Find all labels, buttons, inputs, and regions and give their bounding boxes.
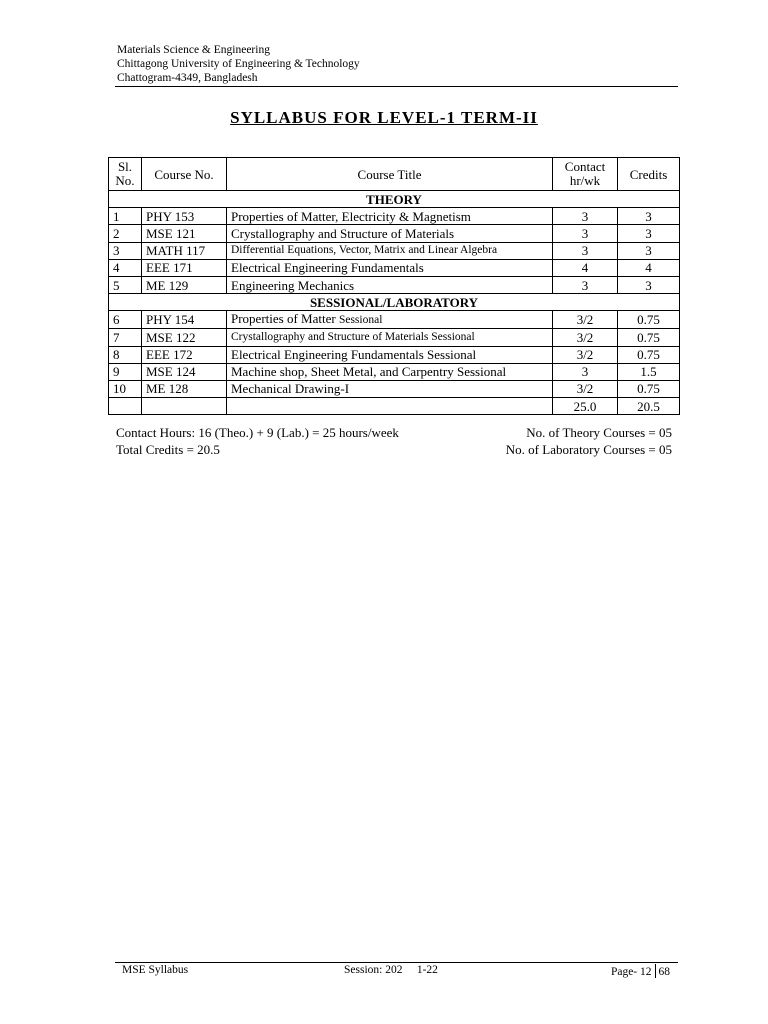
cell-contact: 3/2	[553, 346, 618, 363]
summary	[116, 425, 672, 458]
theory-courses-count: No. of Theory Courses = 05	[526, 425, 672, 440]
header-divider	[115, 86, 678, 87]
cell-course-no: MSE 124	[142, 363, 227, 380]
cell-contact: 3/2	[553, 380, 618, 397]
contact-hours-text: Contact Hours: 16 (Theo.) + 9 (Lab.) = 25 hours/week	[116, 425, 399, 440]
cell-credits: 0.75	[618, 346, 680, 363]
col-header-contact: Contact hr/wk	[553, 158, 618, 191]
cell-course-title: Crystallography and Structure of Materials	[227, 225, 553, 242]
page-title: SYLLABUS FOR LEVEL-1 TERM-II	[230, 108, 538, 127]
cell-contact: 3	[553, 208, 618, 225]
cell-course-no: EEE 171	[142, 259, 227, 276]
page-label: Page- 12	[610, 966, 652, 978]
cell-course-title: Mechanical Drawing-I	[227, 380, 553, 397]
university-address: Chattogram-4349, Bangladesh	[117, 72, 258, 84]
cell-credits: 3	[618, 225, 680, 242]
course-title-suffix: Sessional	[338, 314, 383, 327]
table-row	[109, 346, 680, 363]
cell-sl: 10	[109, 380, 142, 397]
summary-row	[116, 442, 672, 459]
cell-empty	[227, 398, 553, 415]
cell-course-no: MSE 121	[142, 225, 227, 242]
document-header	[117, 43, 677, 85]
footer-doc-name: MSE Syllabus	[122, 964, 189, 976]
cell-contact: 3/2	[553, 311, 618, 329]
page-separator	[655, 964, 656, 978]
summary-row	[116, 425, 672, 442]
cell-credits: 4	[618, 259, 680, 276]
footer-session: Session: 202 1-22	[344, 964, 438, 976]
cell-sl: 3	[109, 242, 142, 259]
course-title-main: Properties of Matter	[231, 311, 336, 327]
cell-course-title: Differential Equations, Vector, Matrix and Linear Algebra	[227, 242, 553, 259]
cell-course-title: Crystallography and Structure of Materials Sessional	[227, 329, 553, 346]
table-row	[109, 276, 680, 293]
table-row	[109, 225, 680, 242]
cell-course-title: Properties of Matter, Electricity & Magnetism	[227, 208, 553, 225]
col-header-course-no: Course No.	[142, 158, 227, 191]
cell-contact: 3	[553, 225, 618, 242]
cell-sl: 5	[109, 276, 142, 293]
table-row	[109, 259, 680, 276]
cell-credits: 3	[618, 208, 680, 225]
section-label-theory: THEORY	[109, 191, 680, 208]
page-total: 68	[658, 966, 670, 978]
cell-sl: 1	[109, 208, 142, 225]
cell-sl: 4	[109, 259, 142, 276]
cell-course-no: ME 129	[142, 276, 227, 293]
cell-course-no: PHY 154	[142, 311, 227, 329]
cell-contact: 3	[553, 242, 618, 259]
cell-contact: 4	[553, 259, 618, 276]
table-row	[109, 311, 680, 329]
total-contact: 25.0	[553, 398, 618, 415]
table-header-row	[109, 158, 680, 191]
cell-sl: 6	[109, 311, 142, 329]
total-row	[109, 398, 680, 415]
page-footer	[122, 964, 670, 976]
cell-contact: 3	[553, 363, 618, 380]
cell-empty	[142, 398, 227, 415]
cell-empty	[109, 398, 142, 415]
table-row	[109, 380, 680, 397]
cell-credits: 0.75	[618, 311, 680, 329]
table-row	[109, 242, 680, 259]
lab-courses-count: No. of Laboratory Courses = 05	[505, 441, 672, 457]
section-row-theory	[109, 191, 680, 208]
cell-credits: 0.75	[618, 329, 680, 346]
cell-sl: 8	[109, 346, 142, 363]
cell-course-title: Engineering Mechanics	[227, 276, 553, 293]
cell-credits: 1.5	[618, 363, 680, 380]
table-row	[109, 208, 680, 225]
cell-sl: 9	[109, 363, 142, 380]
col-header-course-title: Course Title	[227, 158, 553, 191]
cell-credits: 0.75	[618, 380, 680, 397]
cell-course-no: EEE 172	[142, 346, 227, 363]
cell-contact: 3	[553, 276, 618, 293]
total-credits-text: Total Credits = 20.5	[116, 441, 220, 457]
cell-credits: 3	[618, 242, 680, 259]
cell-sl: 2	[109, 225, 142, 242]
total-credits: 20.5	[618, 398, 680, 415]
university-name: Chittagong University of Engineering & Technology	[117, 58, 360, 70]
department-name: Materials Science & Engineering	[117, 44, 270, 56]
cell-course-title: Electrical Engineering Fundamentals	[227, 259, 553, 276]
cell-contact: 3/2	[553, 329, 618, 346]
cell-sl: 7	[109, 329, 142, 346]
section-row-sessional	[109, 294, 680, 311]
col-header-sl: Sl. No.	[109, 158, 142, 191]
footer-page-number	[611, 964, 670, 978]
cell-course-title: Machine shop, Sheet Metal, and Carpentry Sessional	[227, 363, 553, 380]
cell-course-no: MSE 122	[142, 329, 227, 346]
cell-course-no: MATH 117	[142, 242, 227, 259]
cell-credits: 3	[618, 276, 680, 293]
table-row	[109, 329, 680, 346]
col-header-credits: Credits	[618, 158, 680, 191]
footer-divider	[115, 962, 678, 963]
cell-course-no: PHY 153	[142, 208, 227, 225]
syllabus-table	[108, 157, 680, 415]
cell-course-title	[227, 311, 553, 329]
section-label-sessional: SESSIONAL/LABORATORY	[109, 294, 680, 311]
table-row	[109, 363, 680, 380]
cell-course-no: ME 128	[142, 380, 227, 397]
cell-course-title: Electrical Engineering Fundamentals Sessional	[227, 346, 553, 363]
